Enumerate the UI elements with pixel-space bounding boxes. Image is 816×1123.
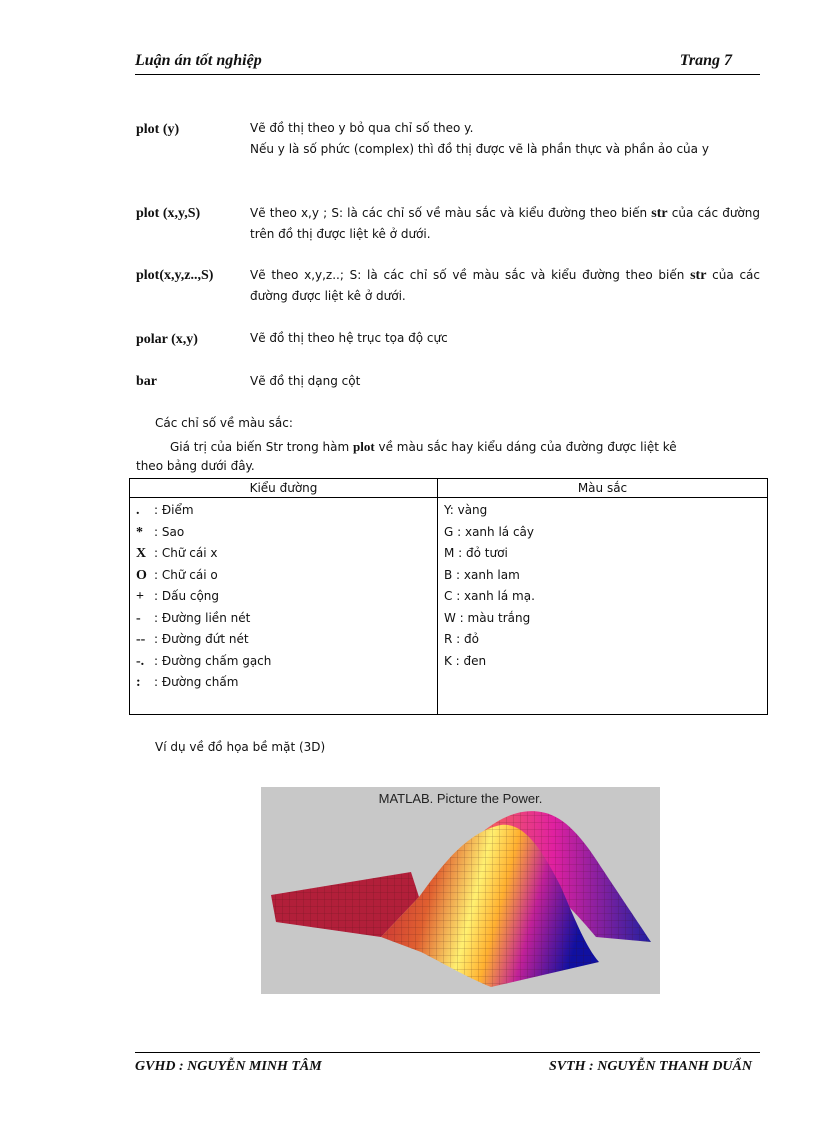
color-row: M : đỏ tươi [444, 546, 508, 560]
line-style-row [136, 608, 437, 630]
para-keyword: plot [353, 439, 375, 454]
line-style-row [136, 672, 437, 694]
color-row: G : xanh lá cây [444, 524, 535, 539]
command-plot-y-desc [250, 118, 760, 160]
desc-keyword: str [651, 206, 668, 221]
line-style-label: : Sao [154, 524, 185, 539]
figure-caption: MATLAB. Picture the Power. [378, 791, 543, 806]
line-style-color-table [129, 478, 768, 715]
matlab-surface-figure [261, 787, 660, 994]
desc-line: Vẽ đồ thị theo y bỏ qua chỉ số theo y. [250, 121, 474, 135]
color-intro: Các chỉ số về màu sắc: [155, 416, 293, 430]
desc-text: của các đường được liệt kê ở dưới. [250, 268, 761, 303]
line-style-symbol: + [136, 589, 144, 604]
line-style-symbol: X [136, 546, 147, 561]
surface-plot-image [261, 787, 660, 994]
desc-text: của các đường trên đồ thị được liệt kê ở dưới. [250, 206, 761, 241]
example-label: Ví dụ về đồ họa bề mặt (3D) [155, 740, 326, 754]
color-row: Y: vàng [444, 503, 488, 517]
line-style-label: : Chữ cái o [154, 567, 218, 582]
command-bar: bar [136, 374, 157, 389]
line-style-label: : Đường chấm gạch [154, 653, 272, 668]
line-style-row [136, 629, 437, 651]
para-text: Giá trị của biến Str trong hàm [170, 440, 353, 454]
footer-student: SVTH : NGUYỄN THANH DUẨN [548, 1059, 752, 1074]
header-page-number: Trang 7 [679, 52, 732, 69]
command-polar-desc: Vẽ đồ thị theo hệ trục tọa độ cực [250, 331, 448, 345]
desc-text: Vẽ theo x,y,z..; S: là các chỉ số về màu sắc và kiểu đường theo biến [250, 268, 691, 282]
line-style-symbol: * [136, 524, 143, 540]
color-row: B : xanh lam [444, 567, 520, 582]
line-style-row [136, 651, 437, 673]
command-bar-desc: Vẽ đồ thị dạng cột [250, 374, 361, 388]
line-style-label: : Dấu cộng [154, 589, 220, 603]
line-style-symbol: -- [136, 632, 146, 647]
line-style-label: : Đường liền nét [154, 610, 251, 625]
header-thesis-title: Luận án tốt nghiệp [135, 52, 262, 69]
line-style-symbol: : [136, 675, 141, 690]
page-header [135, 52, 760, 75]
color-paragraph-cont: theo bảng dưới đây. [136, 459, 255, 473]
line-style-row [136, 522, 437, 544]
page-footer [135, 1052, 760, 1074]
command-polar: polar (x,y) [136, 332, 198, 347]
color-row: W : màu trắng [444, 610, 531, 625]
line-style-row [136, 543, 437, 565]
desc-keyword: str [690, 268, 707, 283]
command-plot-xys: plot (x,y,S) [136, 206, 201, 221]
table-header-line-style: Kiểu đường [130, 479, 438, 498]
color-row: C : xanh lá mạ. [444, 589, 535, 603]
desc-text: Vẽ theo x,y ; S: là các chỉ số về màu sắc và kiểu đường theo biến [250, 206, 652, 220]
command-plot-xyzs: plot(x,y,z..,S) [136, 268, 214, 283]
line-style-label: : Đường đứt nét [154, 632, 249, 646]
line-style-symbol: . [136, 503, 140, 518]
para-text: về màu sắc hay kiểu dáng của đường được liệt kê [374, 440, 677, 454]
line-style-label: : Điểm [154, 503, 194, 517]
footer-advisor: GVHD : NGUYỄN MINH TÂM [135, 1059, 322, 1074]
command-plot-y: plot (y) [136, 122, 180, 137]
command-plot-xys-desc [250, 203, 760, 245]
line-style-symbol: - [136, 610, 141, 626]
color-paragraph [170, 438, 770, 456]
color-cell [438, 498, 768, 715]
line-style-label: : Đường chấm [154, 675, 239, 689]
line-style-row [136, 500, 437, 522]
line-style-label: : Chữ cái x [154, 546, 218, 560]
line-style-row [136, 586, 437, 608]
line-style-cell [130, 498, 438, 715]
command-plot-xyzs-desc [250, 265, 760, 307]
table-header-color: Màu sắc [438, 479, 768, 498]
color-row: R : đỏ [444, 632, 479, 646]
line-style-row [136, 565, 437, 587]
desc-line: Nếu y là số phức (complex) thì đồ thị được vẽ là phần thực và phần ảo của y [250, 142, 709, 156]
line-style-symbol: O [136, 567, 147, 583]
line-style-symbol: -. [136, 653, 145, 669]
color-row: K : đen [444, 653, 487, 668]
